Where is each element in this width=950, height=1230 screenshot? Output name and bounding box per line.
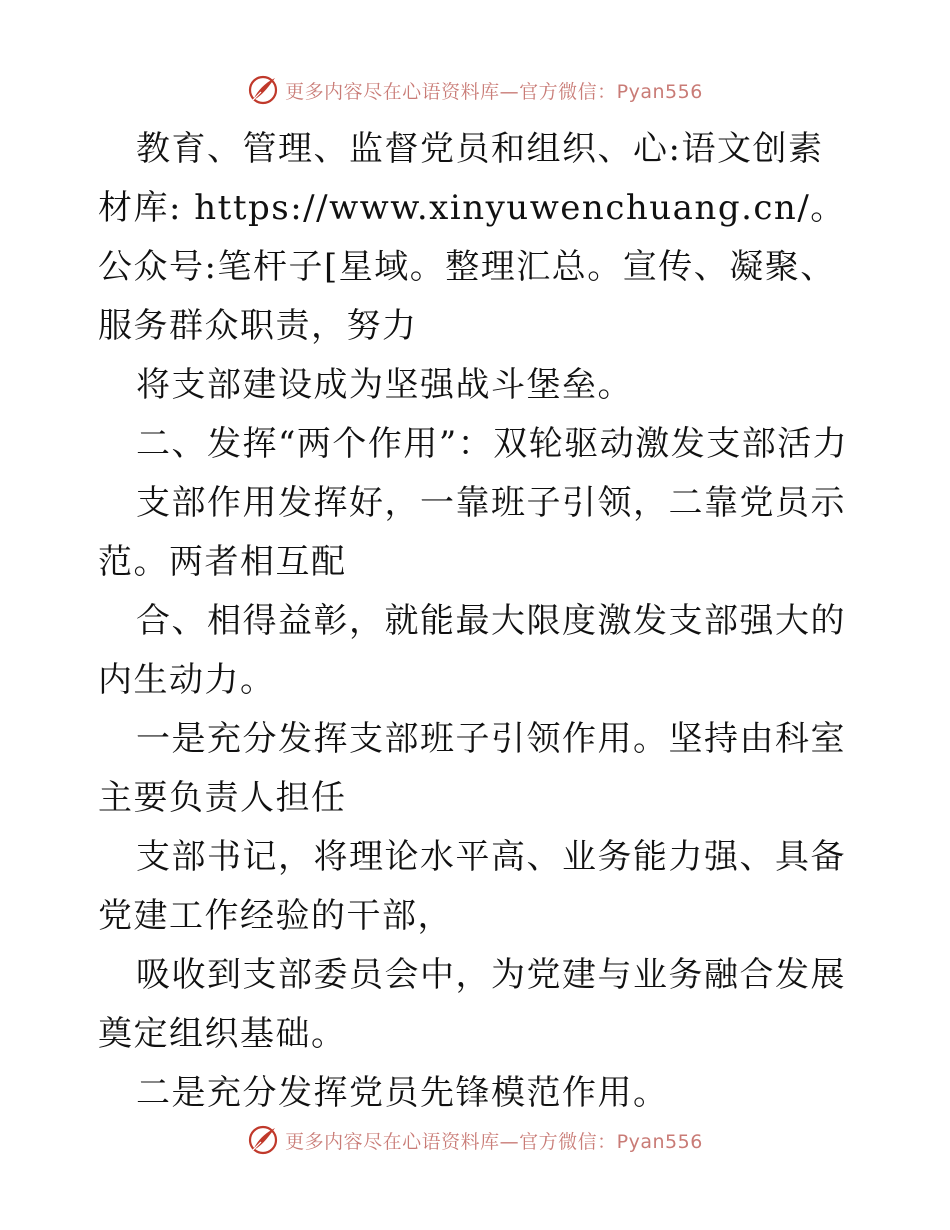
paragraph: 合、相得益彰，就能最大限度激发支部强大的内生动力。 (98, 601, 846, 700)
header-banner (0, 70, 950, 110)
document-body (98, 120, 858, 1123)
footer-banner-text: 更多内容尽在心语资料库—官方微信：Pyan556 (285, 1130, 703, 1153)
quill-pen-logo-icon (247, 1124, 279, 1156)
paragraph: 将支部建设成为坚强战斗堡垒。 (136, 365, 633, 405)
footer-banner (0, 1120, 950, 1160)
section-heading: 二、发挥“两个作用”：双轮驱动激发支部活力 (136, 424, 849, 464)
paragraph: 教育、管理、监督党员和组织、心:语文创素材库: https://www.xinyuwenchuang.cn/。公众号:笔杆子[星域。整理汇总。宣传、凝聚、服务群众职责，努力 (98, 129, 846, 346)
header-banner-text: 更多内容尽在心语资料库—官方微信：Pyan556 (285, 80, 703, 103)
paragraph: 二是充分发挥党员先锋模范作用。 (136, 1073, 669, 1113)
paragraph: 吸收到支部委员会中，为党建与业务融合发展奠定组织基础。 (98, 955, 846, 1054)
paragraph: 一是充分发挥支部班子引领作用。坚持由科室主要负责人担任 (98, 719, 846, 818)
paragraph: 支部作用发挥好，一靠班子引领，二靠党员示范。两者相互配 (98, 483, 846, 582)
quill-pen-logo-icon (247, 74, 279, 106)
paragraph: 支部书记，将理论水平高、业务能力强、具备党建工作经验的干部， (98, 837, 846, 936)
